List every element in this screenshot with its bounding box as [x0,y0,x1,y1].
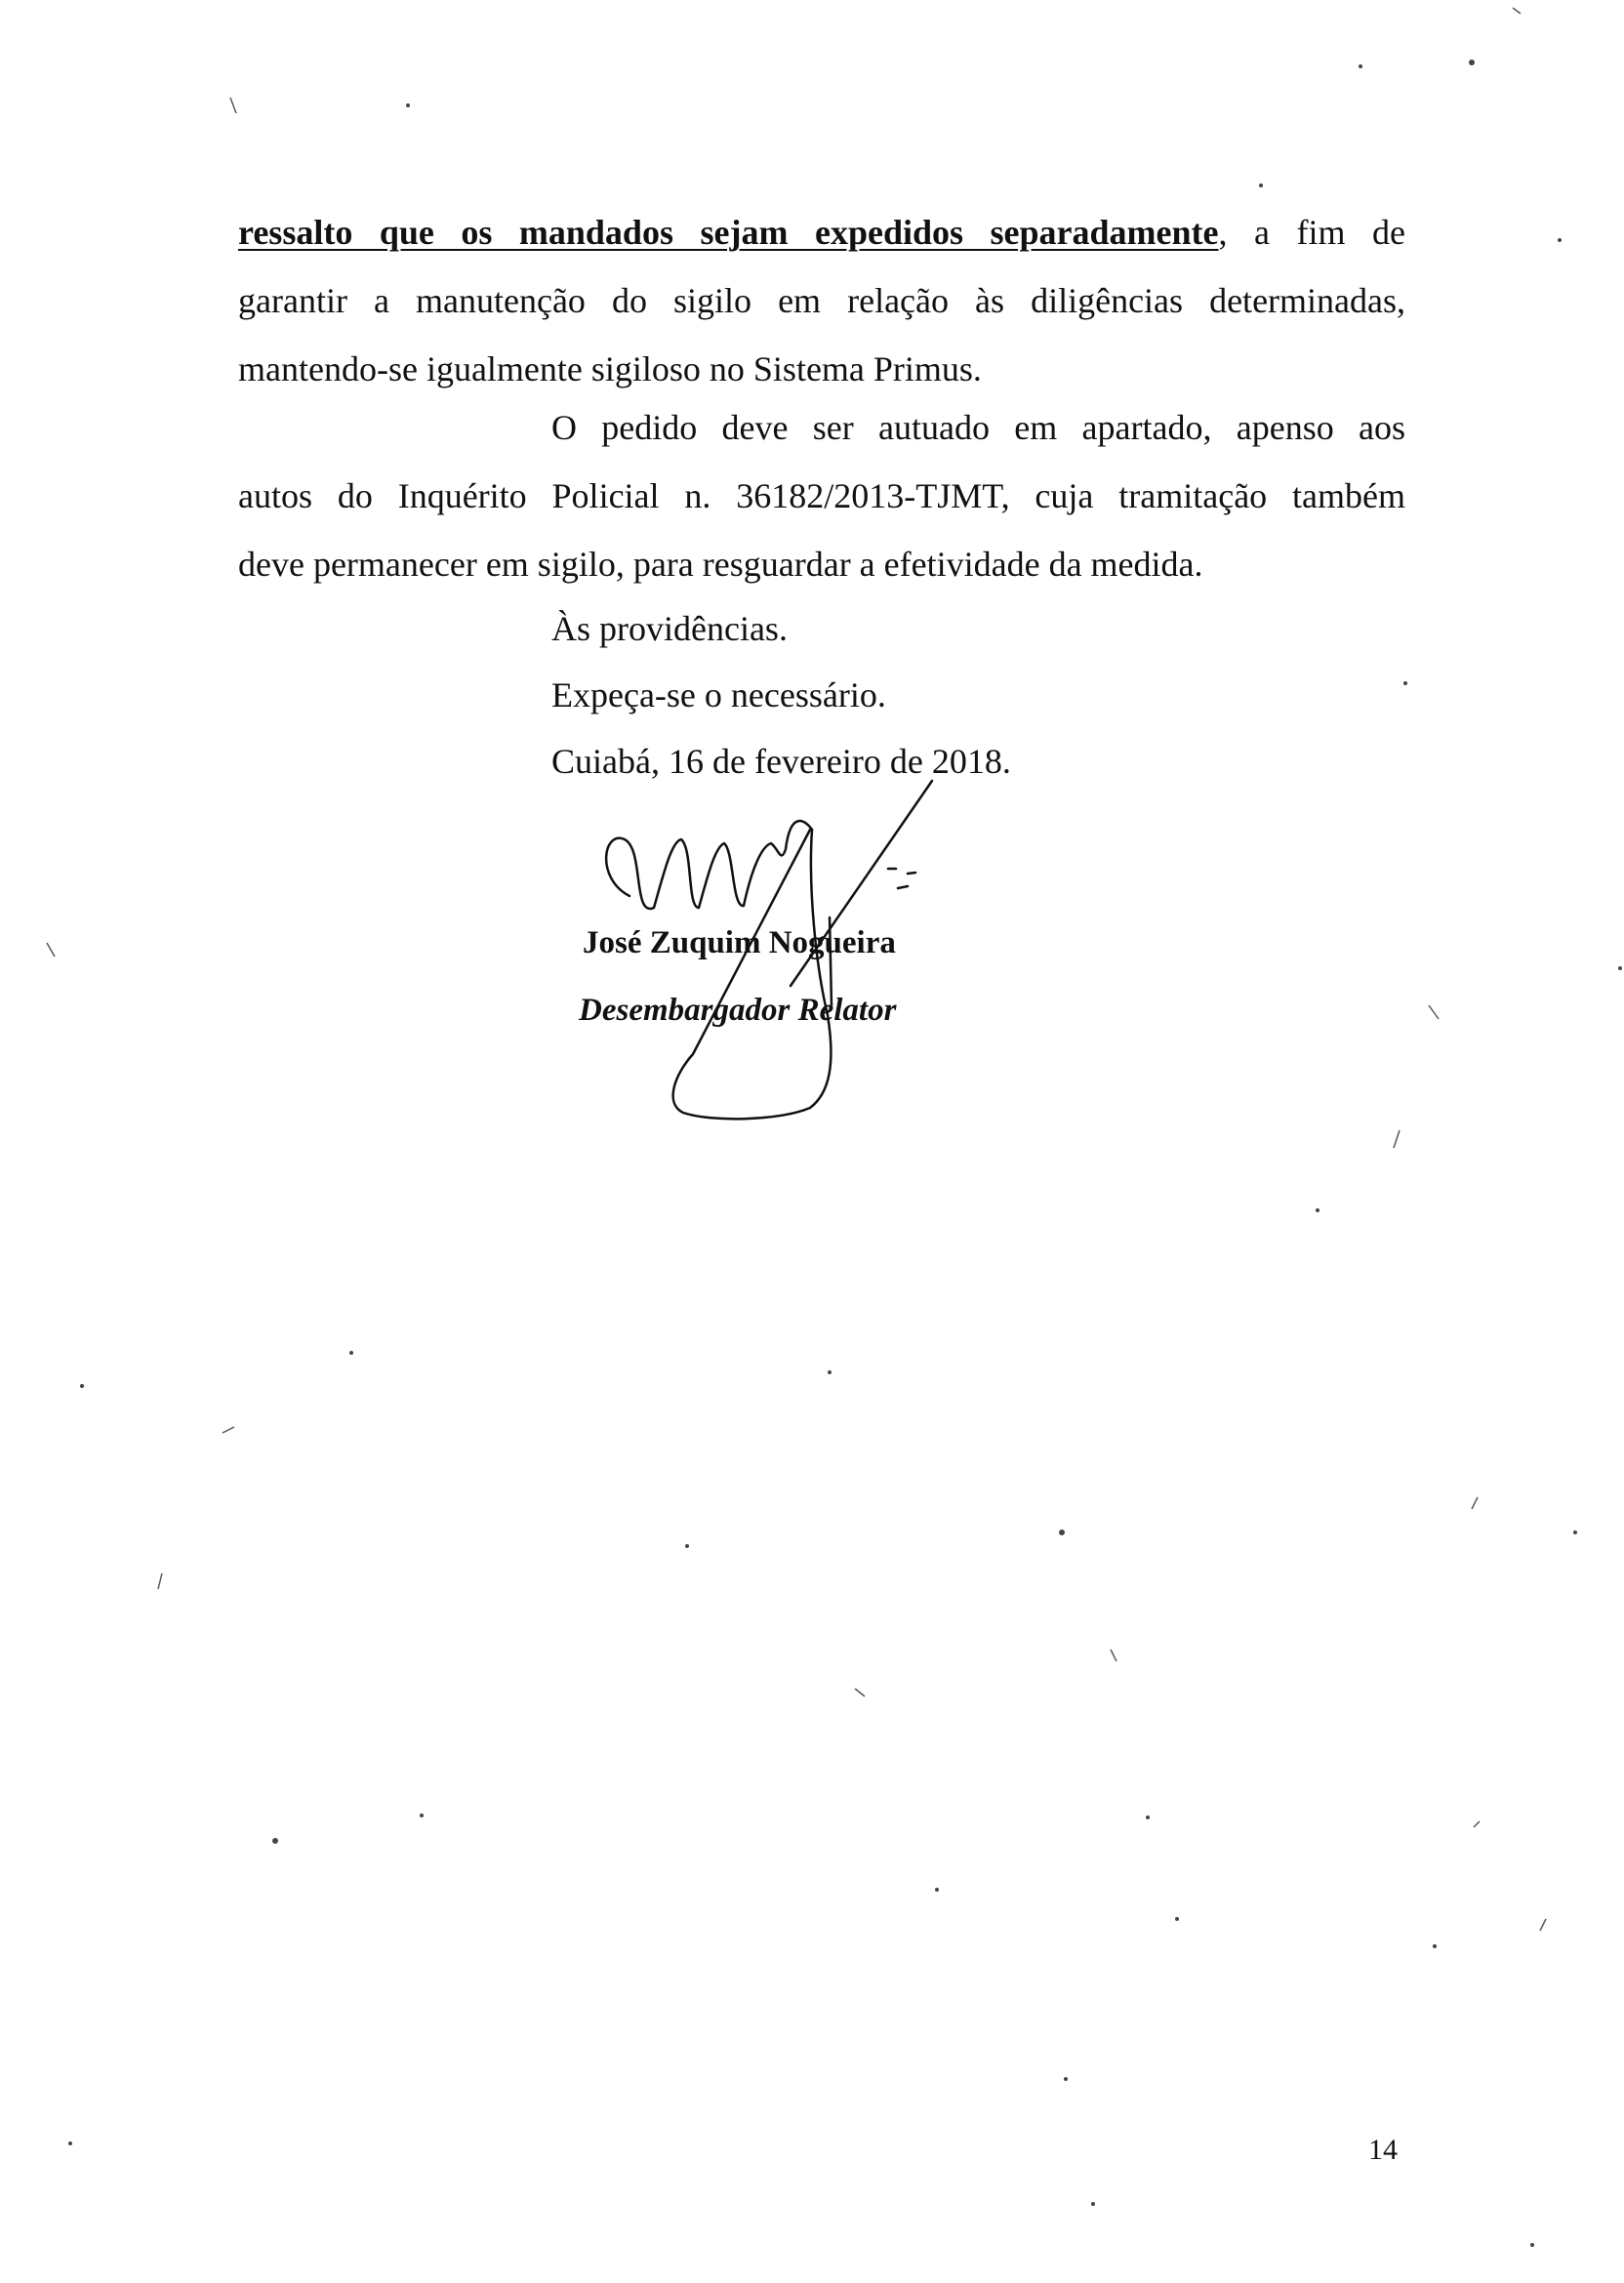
paragraph-2-line-1: O pedido deve ser autuado em apartado, apenso aos [551,408,1405,447]
paragraph-1-line-3: mantendo-se igualmente sigiloso no Sistema Primus. [238,349,982,388]
paragraph-2-first-line [551,393,1405,462]
signer-title: Desembargador Relator [579,993,897,1028]
date-line: Cuiabá, 16 de fevereiro de 2018. [551,742,1011,781]
paragraph-2-line-2: autos do Inquérito Policial n. 36182/2013-TJMT, cuja tramitação também [238,476,1405,515]
closing-expeca: Expeça-se o necessário. [551,675,886,714]
paragraph-1-line-1-rest: , a fim de [1218,213,1406,252]
paragraph-2 [238,462,1405,598]
closing-providencias: Às providências. [551,609,788,648]
signer-name: José Zuquim Nogueira [583,925,896,960]
paragraph-1-line-1 [238,198,1405,266]
highlighted-phrase: ressalto que os mandados sejam expedidos separadamente [238,213,1219,252]
paragraph-1-line-2: garantir a manutenção do sigilo em relação às diligências determinadas, [238,281,1405,320]
page-number: 14 [1368,2134,1398,2166]
paragraph-2-line-3: deve permanecer em sigilo, para resguardar a efetividade da medida. [238,545,1203,584]
paragraph-1 [238,198,1405,403]
